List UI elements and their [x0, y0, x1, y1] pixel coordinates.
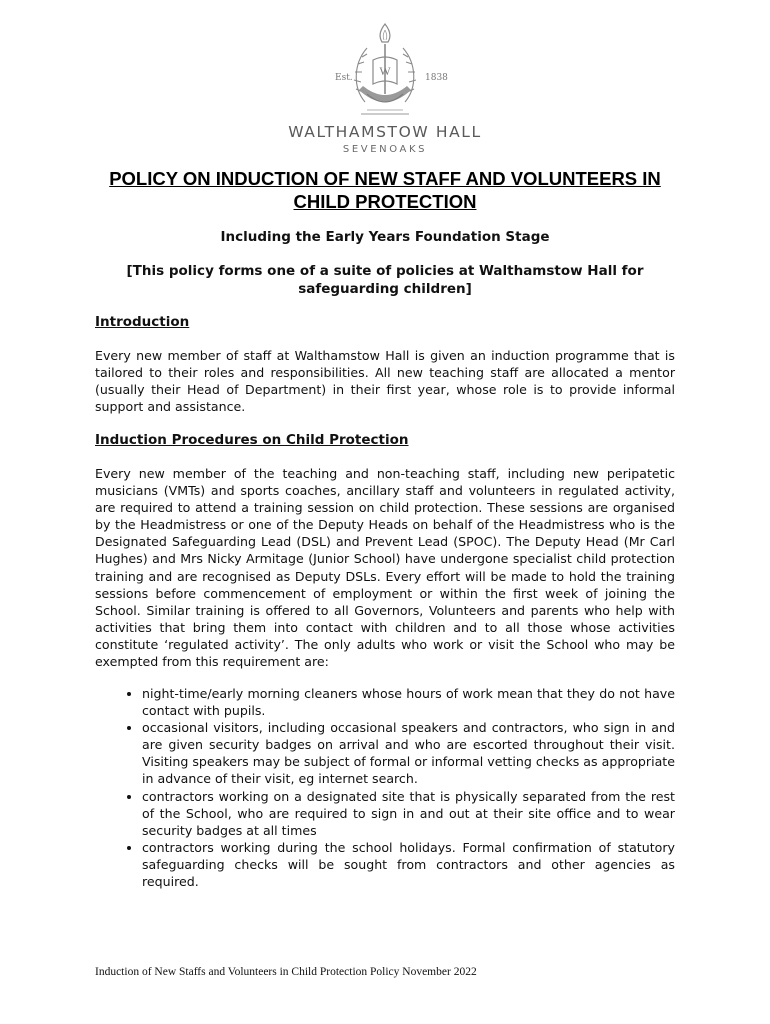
list-item: • night-time/early morning cleaners whose hours of work mean that they do not have contact with pupils. — [142, 685, 675, 719]
suite-note: [This policy forms one of a suite of policies at Walthamstow Hall for safeguarding children] — [126, 263, 644, 297]
exemption-list — [95, 685, 675, 890]
school-name: WALTHAMSTOW HALL — [288, 123, 482, 141]
school-crest-icon — [313, 14, 457, 124]
list-item: • occasional visitors, including occasional speakers and contractors, who sign in and are given security badges on arrival and who are escorted throughout their visit. Visiting speakers may be subject of formal or informal vetting checks as appropriate in advance of their visit, eg internet search. — [142, 719, 675, 787]
list-item: • contractors working during the school holidays. Formal confirmation of statutory safeguarding checks will be sought from contractors and other agencies as required. — [142, 839, 675, 890]
page-footer: Induction of New Staffs and Volunteers in Child Protection Policy November 2022 — [95, 966, 477, 978]
svg-text:W: W — [379, 64, 391, 78]
section-text-induction-procedures: Every new member of the teaching and non-teaching staff, including new peripatetic musicians (VMTs) and sports coaches, ancillary staff and volunteers in regulated activity, are required to attend a training session on child protection. These sessions are organised by the Headmistress or one of the Deputy Heads on behalf of the Headmistress who is the Designated Safeguarding Lead (DSL) and Prevent Lead (SPOC). The Deputy Head (Mr Carl Hughes) and Mrs Nicky Armitage (Junior School) have undergone specialist child protection training and are recognised as Deputy DSLs. Every effort will be made to hold the training sessions before commencement of employment or within the first week of joining the School. Similar training is offered to all Governors, Volunteers and parents who help with activities that bring them into contact with children and to all those whose activities constitute ‘regulated activity’. The only adults who work or visit the School who may be exempted from this requirement are: — [95, 466, 675, 670]
document-subtitle: Including the Early Years Foundation Stage — [220, 229, 550, 245]
school-location: SEVENOAKS — [342, 144, 428, 155]
section-text-introduction: Every new member of staff at Walthamstow Hall is given an induction programme that is tailored to their roles and responsibilities. All new teaching staff are allocated a mentor (usually their Head of Department) in their first year, whose role is to provide informal support and assistance. — [95, 348, 675, 415]
list-item: • contractors working on a designated site that is physically separated from the rest of the School, who are required to sign in and out at their site office and to wear security badges at all times — [142, 788, 675, 839]
section-heading-induction-procedures: Induction Procedures on Child Protection — [95, 432, 409, 448]
document-title: POLICY ON INDUCTION OF NEW STAFF AND VOLUNTEERS IN CHILD PROTECTION — [109, 168, 661, 212]
crest-year-label: 1838 — [425, 73, 448, 83]
crest-est-label: Est. — [335, 73, 353, 83]
section-heading-introduction: Introduction — [95, 314, 190, 330]
